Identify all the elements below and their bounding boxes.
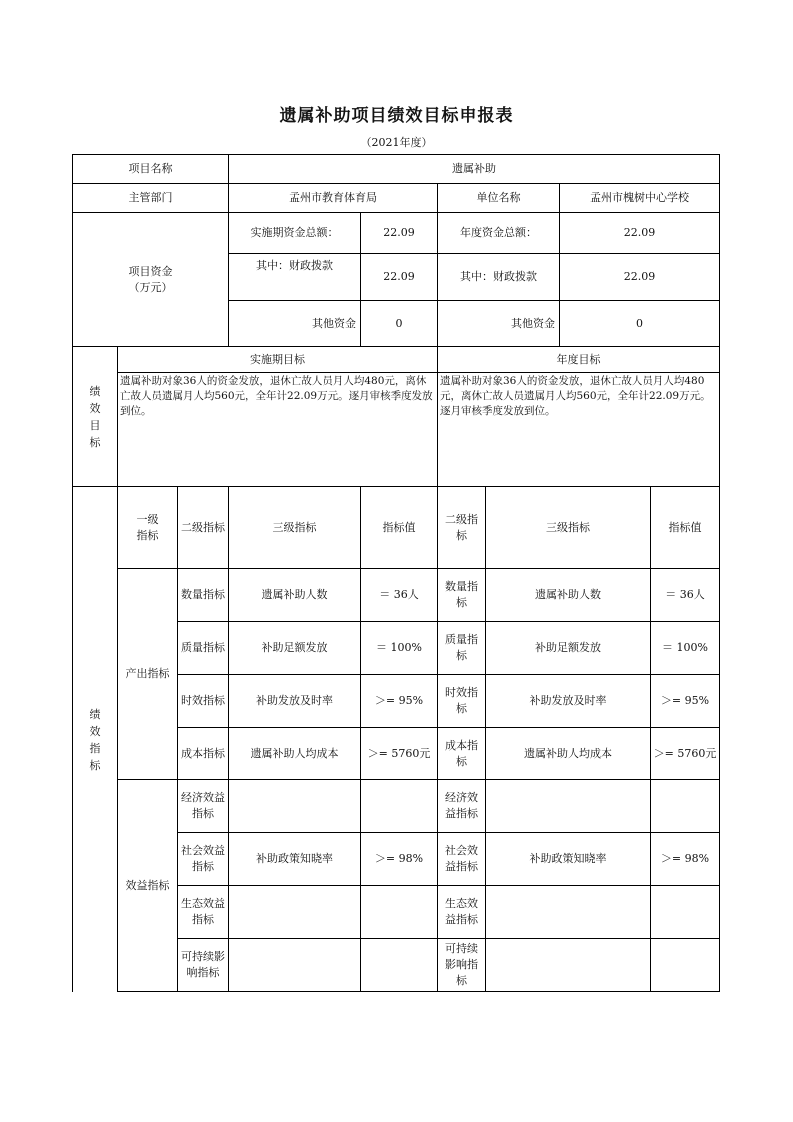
col-level1-header: 一级 指标 bbox=[117, 486, 178, 569]
total-funds-label: 实施期资金总额： bbox=[228, 212, 361, 254]
value-cell-annual bbox=[650, 885, 720, 939]
other-value-impl: 0 bbox=[360, 300, 438, 347]
level2-cell: 成本指标 bbox=[177, 727, 229, 780]
annual-funds-value: 22.09 bbox=[559, 212, 720, 254]
level2-cell: 时效指标 bbox=[177, 674, 229, 728]
dept-value: 孟州市教育体育局 bbox=[228, 183, 438, 213]
col-level3-header: 三级指标 bbox=[228, 486, 361, 569]
value-cell bbox=[360, 885, 438, 939]
annual-goal-text: 遗属补助对象36人的资金发放，退休亡故人员月人均480元，离休亡故人员遗属月人均560元，全年计22.09万元。逐月审核季度发放到位。 bbox=[437, 372, 720, 487]
level3-cell bbox=[228, 885, 361, 939]
level2-cell-annual: 质量指 标 bbox=[437, 621, 486, 675]
level2-cell-annual: 生态效 益指标 bbox=[437, 885, 486, 939]
level3-cell bbox=[228, 779, 361, 833]
annual-goal-header: 年度目标 bbox=[437, 346, 720, 373]
col-value-header-annual: 指标值 bbox=[650, 486, 720, 569]
level3-cell: 遗属补助人数 bbox=[228, 568, 361, 622]
value-cell-annual: ＞= 98% bbox=[650, 832, 720, 886]
level2-cell: 社会效益 指标 bbox=[177, 832, 229, 886]
fiscal-label-impl: 其中：财政拨款 bbox=[228, 253, 361, 301]
value-cell: ＞= 5760元 bbox=[360, 727, 438, 780]
col-value-header: 指标值 bbox=[360, 486, 438, 569]
dept-label: 主管部门 bbox=[72, 183, 229, 213]
level3-cell-annual: 补助发放及时率 bbox=[485, 674, 651, 728]
goals-side-label: 绩 效 目 标 bbox=[72, 346, 118, 487]
other-label-impl: 其他资金 bbox=[228, 300, 361, 347]
level3-cell-annual: 补助足额发放 bbox=[485, 621, 651, 675]
fiscal-value-annual: 22.09 bbox=[559, 253, 720, 301]
value-cell bbox=[360, 938, 438, 992]
level2-cell-annual: 数量指 标 bbox=[437, 568, 486, 622]
value-cell-annual: ＝ 36人 bbox=[650, 568, 720, 622]
benefit-indicator-label: 效益指标 bbox=[117, 779, 178, 992]
value-cell-annual: ＞= 95% bbox=[650, 674, 720, 728]
col-level2-header-annual: 二级指 标 bbox=[437, 486, 486, 569]
impl-goal-text: 遗属补助对象36人的资金发放，退休亡故人员月人均480元，离休亡故人员遗属月人均560元，全年计22.09万元。逐月审核季度发放到位。 bbox=[117, 372, 438, 487]
level3-cell bbox=[228, 938, 361, 992]
unit-value: 孟州市槐树中心学校 bbox=[559, 183, 720, 213]
value-cell: ＞= 95% bbox=[360, 674, 438, 728]
level3-cell-annual: 遗属补助人均成本 bbox=[485, 727, 651, 780]
level2-cell-annual: 经济效 益指标 bbox=[437, 779, 486, 833]
level3-cell: 补助足额发放 bbox=[228, 621, 361, 675]
level3-cell-annual bbox=[485, 885, 651, 939]
other-value-annual: 0 bbox=[559, 300, 720, 347]
level2-cell: 数量指标 bbox=[177, 568, 229, 622]
other-label-annual: 其他资金 bbox=[437, 300, 560, 347]
indicators-side-label: 绩 效 指 标 bbox=[72, 486, 118, 992]
value-cell: ＝ 100% bbox=[360, 621, 438, 675]
output-indicator-label: 产出指标 bbox=[117, 568, 178, 780]
value-cell-annual: ＞= 5760元 bbox=[650, 727, 720, 780]
value-cell: ＞= 98% bbox=[360, 832, 438, 886]
page-title: 遗属补助项目绩效目标申报表 bbox=[279, 106, 514, 126]
level2-cell-annual: 成本指 标 bbox=[437, 727, 486, 780]
level2-cell-annual: 社会效 益指标 bbox=[437, 832, 486, 886]
fiscal-label-annual: 其中：财政拨款 bbox=[437, 253, 560, 301]
project-name-value: 遗属补助 bbox=[228, 154, 720, 184]
level2-cell-annual: 可持续 影响指 标 bbox=[437, 938, 486, 992]
level2-cell: 质量指标 bbox=[177, 621, 229, 675]
col-level3-header-annual: 三级指标 bbox=[485, 486, 651, 569]
value-cell-annual bbox=[650, 938, 720, 992]
col-level2-header: 二级指标 bbox=[177, 486, 229, 569]
year-label: （2021年度） bbox=[360, 136, 433, 149]
level2-cell: 经济效益 指标 bbox=[177, 779, 229, 833]
impl-goal-header: 实施期目标 bbox=[117, 346, 438, 373]
level3-cell-annual bbox=[485, 779, 651, 833]
level3-cell: 补助政策知晓率 bbox=[228, 832, 361, 886]
value-cell-annual: ＝ 100% bbox=[650, 621, 720, 675]
value-cell: ＝ 36人 bbox=[360, 568, 438, 622]
funds-label: 项目资金 （万元） bbox=[72, 212, 229, 347]
level3-cell: 补助发放及时率 bbox=[228, 674, 361, 728]
level2-cell-annual: 时效指 标 bbox=[437, 674, 486, 728]
performance-table bbox=[72, 154, 720, 992]
level3-cell-annual: 补助政策知晓率 bbox=[485, 832, 651, 886]
unit-label: 单位名称 bbox=[437, 183, 560, 213]
level2-cell: 生态效益 指标 bbox=[177, 885, 229, 939]
table-left-edge bbox=[72, 987, 73, 992]
value-cell bbox=[360, 779, 438, 833]
level3-cell: 遗属补助人均成本 bbox=[228, 727, 361, 780]
level3-cell-annual bbox=[485, 938, 651, 992]
level2-cell: 可持续影 响指标 bbox=[177, 938, 229, 992]
fiscal-value-impl: 22.09 bbox=[360, 253, 438, 301]
value-cell-annual bbox=[650, 779, 720, 833]
project-name-label: 项目名称 bbox=[72, 154, 229, 184]
annual-funds-label: 年度资金总额： bbox=[437, 212, 560, 254]
level3-cell-annual: 遗属补助人数 bbox=[485, 568, 651, 622]
total-funds-value: 22.09 bbox=[360, 212, 438, 254]
